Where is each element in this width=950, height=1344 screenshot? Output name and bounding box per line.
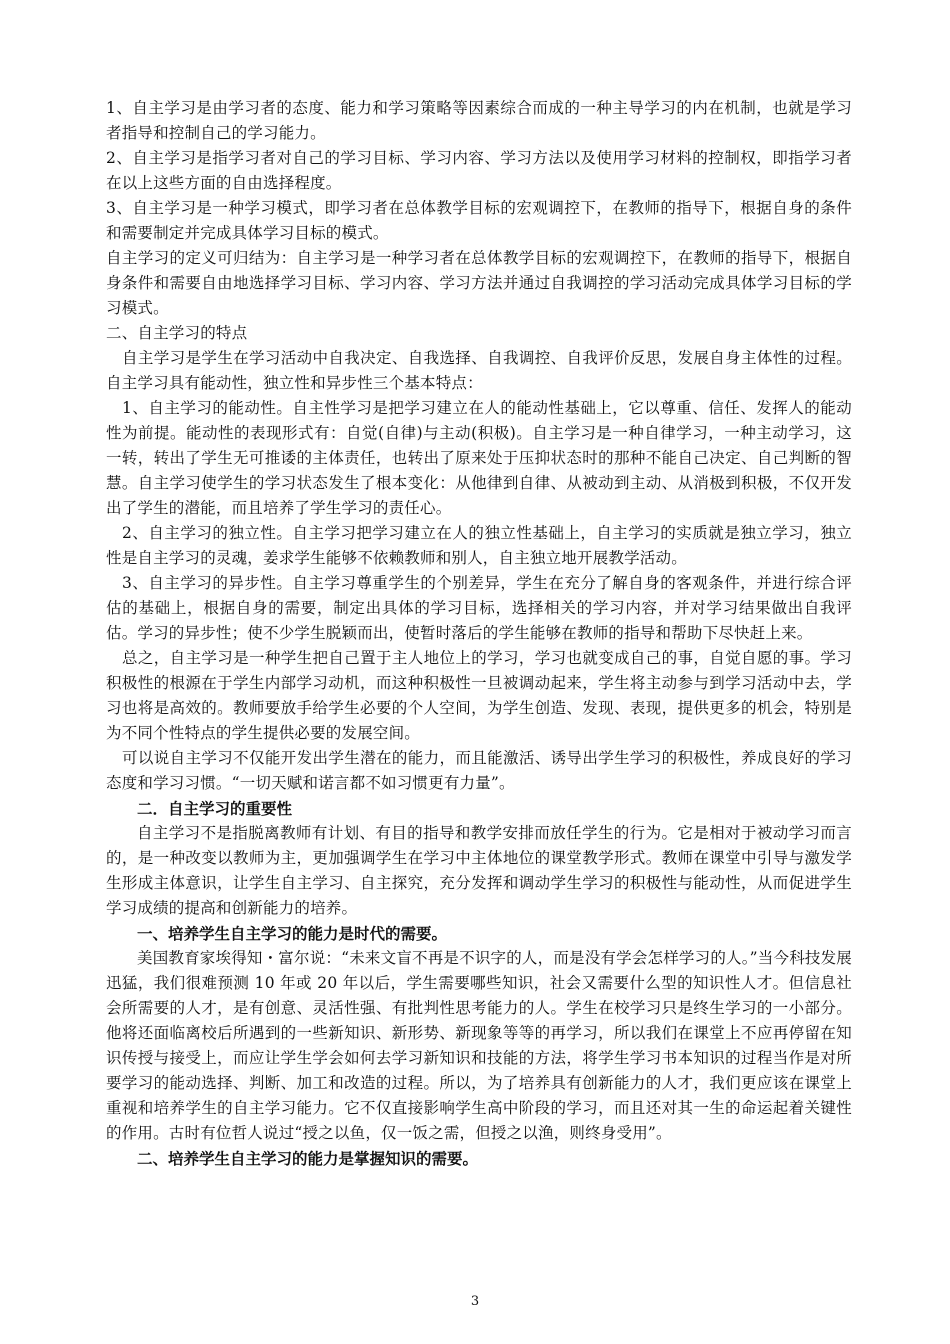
importance-intro: 自主学习不是指脱离教师有计划、有目的指导和教学安排而放任学生的行为。它是相对于被动学习而言的，是一种改变以教师为主，更加强调学生在学习中主体地位的课堂教学形式。教师在课堂中引导与激发学生形成主体意识，让学生自主学习、自主探究，充分发挥和调动学生学习的积极性与能动性，从而促进学生学习成绩的提高和创新能力的培养。 [106, 824, 852, 917]
page-body [106, 96, 852, 1171]
conclusion: 总之，自主学习是一种学生把自己置于主人地位上的学习，学习也就变成自己的事，自觉自愿的事。学习积极性的根源在于学生内部学习动机，而这种积极性一旦被调动起来，学生将主动参与到学习活动中去，学习也将是高效的。教师要放手给学生必要的个人空间，为学生创造、发现、表现，提供更多的机会，特别是为不同个性特点的学生提供必要的发展空间。 [106, 649, 852, 742]
definition-2: 2、自主学习是指学习者对自己的学习目标、学习内容、学习方法以及使用学习材料的控制权，即指学习者在以上这些方面的自由选择程度。 [106, 149, 852, 192]
definition-3: 3、自主学习是一种学习模式，即学习者在总体教学目标的宏观调控下，在教师的指导下，根据自身的条件和需要制定并完成具体学习目标的模式。 [106, 199, 852, 242]
definition-summary: 自主学习的定义可归结为：自主学习是一种学习者在总体教学目标的宏观调控下，在教师的指导下，根据自身条件和需要自由地选择学习目标、学习内容、学习方法并通过自我调控的学习活动完成具体学习目标的学习模式。 [106, 249, 852, 317]
heading-knowledge-need: 二、培养学生自主学习的能力是掌握知识的需要。 [137, 1149, 479, 1168]
page-number: 3 [470, 1294, 480, 1309]
heading-era-need: 一、培养学生自主学习的能力是时代的需要。 [137, 924, 448, 943]
definition-1: 1、自主学习是由学习者的态度、能力和学习策略等因素综合而成的一种主导学习的内在机制，也就是学习者指导和控制自己的学习能力。 [106, 99, 852, 142]
conclusion-2: 可以说自主学习不仅能开发出学生潜在的能力，而且能激活、诱导出学生学习的积极性，养成良好的学习态度和学习习惯。“一切天赋和诺言都不如习惯更有力量”。 [106, 749, 852, 792]
heading-importance: 二．自主学习的重要性 [137, 799, 293, 818]
features-intro: 自主学习是学生在学习活动中自我决定、自我选择、自我调控、自我评价反思，发展自身主体性的过程。自主学习具有能动性，独立性和异步性三个基本特点： [106, 349, 852, 392]
feature-1: 1、自主学习的能动性。自主性学习是把学习建立在人的能动性基础上，它以尊重、信任、发挥人的能动性为前提。能动性的表现形式有：自觉(自律)与主动(积极)。自主学习是一种自律学习，一种主动学习，这一转，转出了学生无可推诿的主体责任，也转出了原来处于压抑状态时的那种不能自己决定、自己判断的智慧。自主学习使学生的学习状态发生了根本变化：从他律到自律、从被动到主动、从消极到积极，不仅开发出了学生的潜能，而且培养了学生学习的责任心。 [106, 399, 852, 517]
era-need-body: 美国教育家埃得知・富尔说：“未来文盲不再是不识字的人，而是没有学会怎样学习的人。”当今科技发展迅猛，我们很难预测 10 年或 20 年以后，学生需要哪些知识，社会又需要什么型的知识性人才。但信息社会所需要的人才，是有创意、灵活性强、有批判性思考能力的人。学生在校学习只是终生学习的一小部分。他将还面临离校后所遇到的一些新知识、新形势、新现象等等的再学习，所以我们在课堂上不应再停留在知识传授与接受上，而应让学生学会如何去学习新知识和技能的方法，将学生学习书本知识的过程当作是对所要学习的能动选择、判断、加工和改造的过程。所以，为了培养具有创新能力的人才，我们更应该在课堂上重视和培养学生的自主学习能力。它不仅直接影响学生高中阶段的学习，而且还对其一生的命运起着关键性的作用。古时有位哲人说过“授之以鱼，仅一饭之需，但授之以渔，则终身受用”。 [106, 949, 853, 1142]
feature-2: 2、自主学习的独立性。自主学习把学习建立在人的独立性基础上，自主学习的实质就是独立学习，独立性是自主学习的灵魂，姜求学生能够不依赖教师和别人，自主独立地开展教学活动。 [106, 524, 852, 567]
heading-features: 二、自主学习的特点 [106, 324, 248, 342]
feature-3: 3、自主学习的异步性。自主学习尊重学生的个别差异，学生在充分了解自身的客观条件，并进行综合评估的基础上，根据自身的需要，制定出具体的学习目标，选择相关的学习内容，并对学习结果做出自我评估。学习的异步性；使不少学生脱颖而出，使暂时落后的学生能够在教师的指导和帮助下尽快赶上来。 [106, 574, 852, 642]
